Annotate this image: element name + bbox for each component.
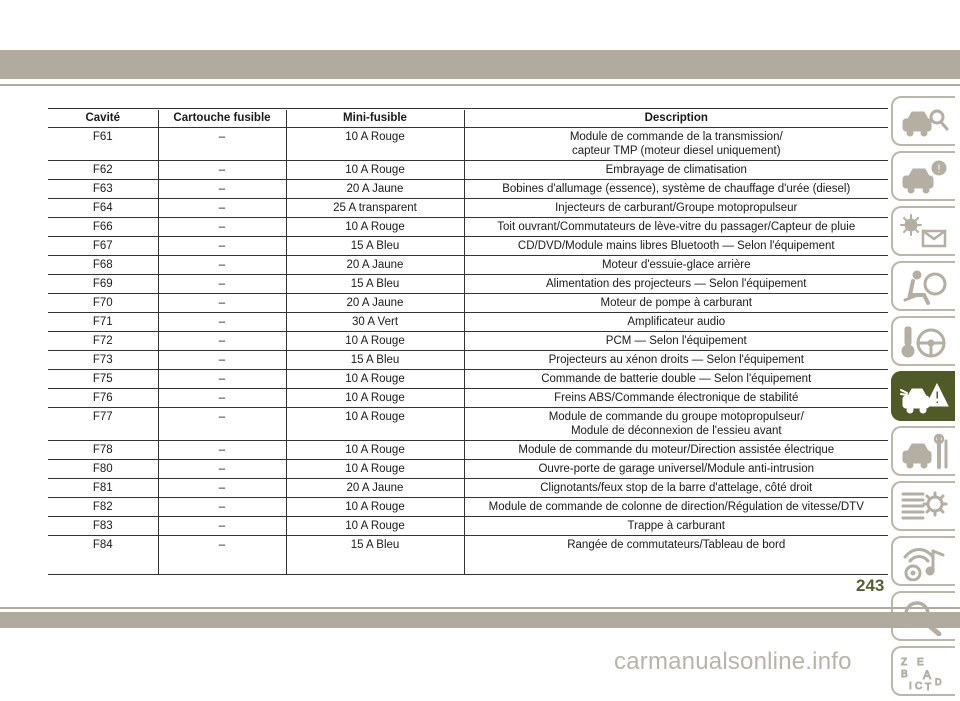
side-tab-seat-airbag[interactable] [891,261,955,311]
cartridge-cell: – [158,275,286,294]
cavity-cell: F69 [48,275,158,294]
description-cell: Rangée de commutateurs/Tableau de bord [464,536,888,575]
description-cell: Module de commande de la transmission/ capteur TMP (moteur diesel uniquement) [464,128,888,161]
table-row [48,351,888,370]
mini-fuse-cell: 10 A Rouge [286,332,464,351]
car-magnifier-icon [899,103,949,141]
mini-fuse-cell: 10 A Rouge [286,408,464,441]
watermark: carmanualsonline.info [614,648,852,675]
cartridge-cell: – [158,408,286,441]
table-row [48,517,888,536]
cavity-cell: F75 [48,370,158,389]
side-tab-warning-light-message[interactable] [891,206,955,256]
car-hazard-icon [899,378,949,416]
mini-fuse-cell: 10 A Rouge [286,517,464,536]
mini-fuse-cell: 30 A Vert [286,313,464,332]
table-row [48,275,888,294]
cartridge-cell: – [158,479,286,498]
mini-fuse-cell: 20 A Jaune [286,294,464,313]
description-cell: Toit ouvrant/Commutateurs de lève-vitre du passager/Capteur de pluie [464,218,888,237]
cavity-cell: F76 [48,389,158,408]
cavity-cell: F82 [48,498,158,517]
cartridge-cell: – [158,256,286,275]
mini-fuse-cell: 15 A Bleu [286,275,464,294]
table-row [48,370,888,389]
side-tab-key-steering-wheel[interactable] [891,316,955,366]
car-wrench-icon [899,433,949,471]
cavity-cell: F83 [48,517,158,536]
car-info-icon [899,158,949,196]
cavity-cell: F67 [48,237,158,256]
cartridge-cell: – [158,332,286,351]
cartridge-cell: – [158,517,286,536]
description-cell: Moteur d'essuie-glace arrière [464,256,888,275]
cavity-cell: F61 [48,128,158,161]
page-number: 243 [856,576,885,595]
svg-text:I: I [909,681,912,691]
cartridge-cell: – [158,389,286,408]
table-row [48,332,888,351]
cartridge-cell: – [158,460,286,479]
side-tab-car-wrench[interactable] [891,426,955,476]
specifications-gear-icon [899,488,949,526]
cartridge-cell: – [158,218,286,237]
svg-text:D: D [935,677,942,687]
header-description: Description [464,110,888,128]
description-cell: Module de commande de colonne de direction/Régulation de vitesse/DTV [464,498,888,517]
side-tab-strip [891,96,960,701]
bottom-rule [0,607,960,609]
mini-fuse-cell: 15 A Bleu [286,351,464,370]
description-cell: Moteur de pompe à carburant [464,294,888,313]
mini-fuse-cell: 15 A Bleu [286,237,464,256]
description-cell: Commande de batterie double — Selon l'équipement [464,370,888,389]
description-cell: Embrayage de climatisation [464,161,888,180]
cartridge-cell: – [158,313,286,332]
cartridge-cell: – [158,199,286,218]
cavity-cell: F78 [48,441,158,460]
table-row [48,479,888,498]
cavity-cell: F77 [48,408,158,441]
side-tab-media-navigation[interactable] [891,536,955,586]
mini-fuse-cell: 10 A Rouge [286,498,464,517]
side-tab-specifications-gear[interactable] [891,481,955,531]
cartridge-cell: – [158,351,286,370]
description-cell: Trappe à carburant [464,517,888,536]
description-cell: Alimentation des projecteurs — Selon l'équipement [464,275,888,294]
warning-light-message-icon [899,213,949,251]
cavity-cell: F73 [48,351,158,370]
cartridge-cell: – [158,294,286,313]
side-tab-car-magnifier[interactable] [891,96,955,146]
cavity-cell: F81 [48,479,158,498]
bottom-band [0,612,960,628]
description-cell: Freins ABS/Commande électronique de stabilité [464,389,888,408]
table-row [48,161,888,180]
description-cell: Injecteurs de carburant/Groupe motopropulseur [464,199,888,218]
media-navigation-icon [899,543,949,581]
table-header-row [48,110,888,128]
cavity-cell: F66 [48,218,158,237]
cavity-cell: F68 [48,256,158,275]
svg-text:B: B [901,669,908,680]
description-cell: Module de commande du moteur/Direction assistée électrique [464,441,888,460]
cartridge-cell: – [158,498,286,517]
svg-text:E: E [917,657,924,668]
svg-text:T: T [925,682,932,691]
mini-fuse-cell: 15 A Bleu [286,536,464,575]
mini-fuse-cell: 20 A Jaune [286,479,464,498]
description-cell: Amplificateur audio [464,313,888,332]
side-tab-car-info[interactable] [891,151,955,201]
mini-fuse-cell: 10 A Rouge [286,218,464,237]
cartridge-cell: – [158,370,286,389]
header-mini-fuse: Mini-fusible [286,110,464,128]
cavity-cell: F70 [48,294,158,313]
table-row [48,237,888,256]
cartridge-cell: – [158,161,286,180]
table-row [48,460,888,479]
table-row [48,294,888,313]
description-cell: Projecteurs au xénon droits — Selon l'équipement [464,351,888,370]
svg-text:A: A [923,668,932,682]
table-row [48,408,888,441]
seat-airbag-icon [899,268,949,306]
key-steering-wheel-icon [899,323,949,361]
svg-text:Z: Z [901,657,908,668]
cartridge-cell: – [158,536,286,575]
header-cavity: Cavité [48,110,158,128]
mini-fuse-cell: 10 A Rouge [286,441,464,460]
table-row [48,218,888,237]
description-cell: Ouvre-porte de garage universel/Module anti-intrusion [464,460,888,479]
table-row [48,256,888,275]
fuse-table [48,110,888,575]
description-cell: PCM — Selon l'équipement [464,332,888,351]
top-band [0,50,960,79]
cavity-cell: F62 [48,161,158,180]
side-tab-car-hazard[interactable] [891,371,955,421]
top-rule [0,84,960,86]
cartridge-cell: – [158,128,286,161]
mini-fuse-cell: 20 A Jaune [286,180,464,199]
table-row [48,128,888,161]
cavity-cell: F80 [48,460,158,479]
cavity-cell: F63 [48,180,158,199]
description-cell: Bobines d'allumage (essence), système de chauffage d'urée (diesel) [464,180,888,199]
mini-fuse-cell: 10 A Rouge [286,370,464,389]
table-row [48,180,888,199]
table-row [48,389,888,408]
table-row [48,536,888,575]
table-row [48,441,888,460]
mini-fuse-cell: 20 A Jaune [286,256,464,275]
mini-fuse-cell: 10 A Rouge [286,128,464,161]
cavity-cell: F84 [48,536,158,575]
table-row [48,313,888,332]
mini-fuse-cell: 10 A Rouge [286,389,464,408]
mini-fuse-cell: 10 A Rouge [286,460,464,479]
description-cell: CD/DVD/Module mains libres Bluetooth — Selon l'équipement [464,237,888,256]
alphabet-index-icon [899,653,949,691]
header-cartridge: Cartouche fusible [158,110,286,128]
cavity-cell: F64 [48,199,158,218]
cartridge-cell: – [158,441,286,460]
cavity-cell: F71 [48,313,158,332]
table-top-rule [48,108,888,109]
mini-fuse-cell: 10 A Rouge [286,161,464,180]
table-row [48,498,888,517]
table-body [48,128,888,575]
description-cell: Module de commande du groupe motopropulseur/ Module de déconnexion de l'essieu avant [464,408,888,441]
description-cell: Clignotants/feux stop de la barre d'attelage, côté droit [464,479,888,498]
cartridge-cell: – [158,237,286,256]
cartridge-cell: – [158,180,286,199]
mini-fuse-cell: 25 A transparent [286,199,464,218]
side-tab-alphabet-index[interactable] [891,646,955,696]
cavity-cell: F72 [48,332,158,351]
table-row [48,199,888,218]
svg-text:C: C [915,681,923,691]
